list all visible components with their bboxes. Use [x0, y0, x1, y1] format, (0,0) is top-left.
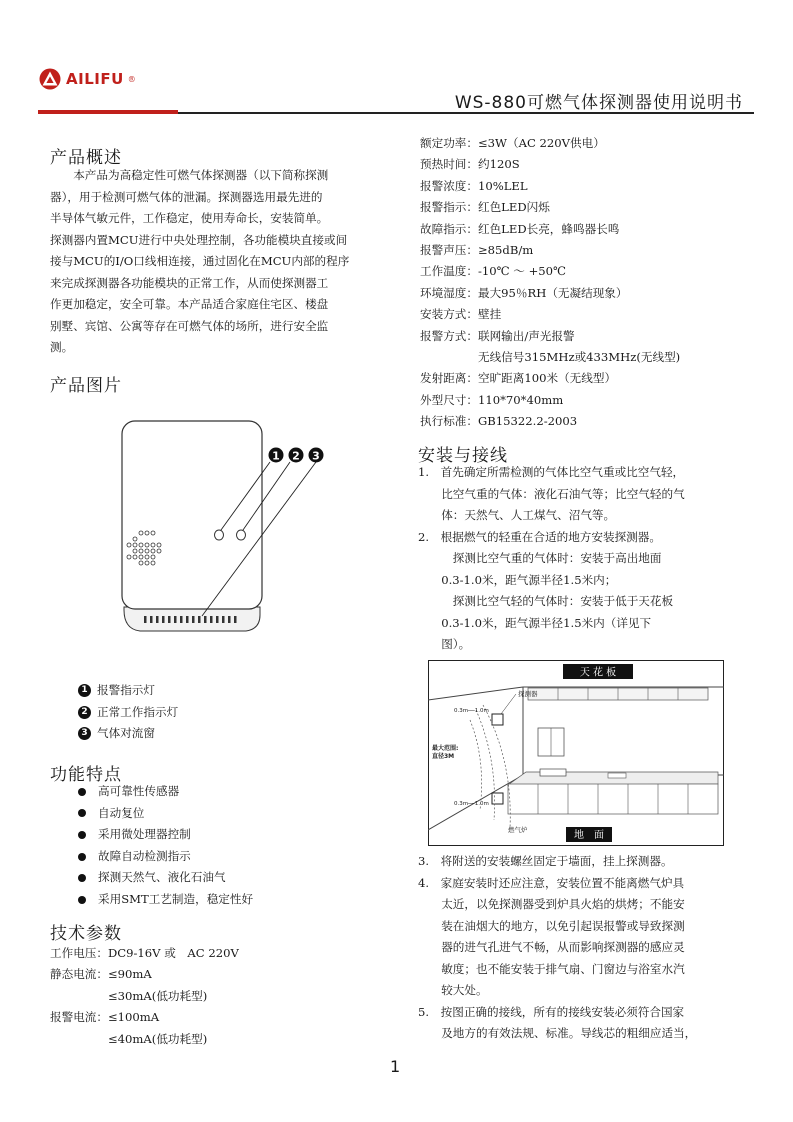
bullet-icon	[78, 809, 86, 817]
page-number: 1	[390, 1057, 401, 1076]
install-line: 装在油烟大的地方，以免引起误报警或导致探测	[418, 918, 685, 933]
overview-line: 别墅、宾馆、公寓等存在可燃气体的场所，进行安全监	[50, 318, 329, 333]
max-range-label: 最大范围:	[432, 745, 459, 752]
spec-list	[420, 133, 680, 433]
legend-item	[78, 723, 178, 745]
tech-row: ≤40mA(低功耗型)	[50, 1031, 208, 1046]
install-line: 及地方的有效法规、标准。导线芯的粗细应适当，	[418, 1026, 697, 1040]
spec-row: 环境湿度：最大95％RH（无凝结现象）	[420, 285, 628, 300]
tech-heading: 技术参数	[50, 924, 122, 944]
floor-label: 地 面	[574, 830, 604, 841]
range-top-label: 0.3m──1.0m	[454, 708, 489, 714]
spec-row: 报警指示：红色LED闪烁	[420, 200, 550, 215]
install-line: 较大处。	[418, 983, 488, 997]
feature-item	[78, 803, 253, 825]
marker-3	[309, 448, 324, 463]
install-line: 图）。	[418, 637, 471, 651]
spec-row: 工作温度：-10℃ ～ +50℃	[420, 264, 567, 279]
marker-2-icon: 2	[78, 706, 91, 719]
features-list	[78, 781, 253, 911]
install-line: 0.3-1.0米，距气源半径1.5米内；	[418, 572, 617, 587]
feature-label: 探测天然气、液化石油气	[98, 870, 226, 885]
feature-item	[78, 867, 253, 889]
feature-label: 采用微处理器控制	[98, 827, 191, 842]
overview-line: 作更加稳定，安全可靠。本产品适合家庭住宅区、楼盘	[50, 297, 329, 311]
tech-params	[50, 943, 239, 1050]
install-line: 太近，以免探测器受到炉具火焰的烘烤；不能安	[418, 897, 685, 911]
legend-item	[78, 680, 178, 702]
marker-3-icon: 3	[78, 727, 91, 740]
bullet-icon	[78, 788, 86, 796]
spec-row: 报警声压：≥85dB/m	[420, 243, 534, 258]
feature-item	[78, 824, 253, 846]
feature-item	[78, 781, 253, 803]
feature-label: 采用SMT工艺制造，稳定性好	[98, 891, 254, 906]
tech-row: ≤30mA(低功耗型)	[50, 988, 208, 1003]
overview-line: 半导体气敏元件，工作稳定，使用寿命长，安装简单。	[50, 211, 329, 225]
install-steps-1	[418, 462, 748, 656]
bullet-icon	[78, 874, 86, 882]
tech-row: 报警电流：≤100mA	[50, 1010, 160, 1025]
document-title: WS-880可燃气体探测器使用说明书	[454, 93, 743, 113]
install-line: 2. 根据燃气的轻重在合适的地方安装探测器。	[418, 529, 661, 544]
install-line: 比空气重的气体：液化石油气等；比空气轻的气	[418, 486, 685, 501]
feature-item	[78, 846, 253, 868]
install-line: 5. 按图正确的接线，所有的接线安装必须符合国家	[418, 1004, 685, 1019]
feature-label: 自动复位	[98, 805, 145, 820]
spec-row: 执行标准：GB15322.2-2003	[420, 414, 578, 429]
range-bottom-label: 0.3m──1.0m	[454, 801, 489, 807]
normal-led	[237, 530, 246, 540]
install-line: 探测比空气轻的气体时：安装于低于天花板	[418, 594, 674, 608]
install-line: 0.3-1.0米，距气源半径1.5米内（详见下	[418, 615, 652, 630]
stove-label: 燃气炉	[508, 826, 528, 834]
marker-1	[269, 448, 284, 463]
spec-row: 额定功率：≤3W（AC 220V供电）	[420, 136, 605, 150]
detector-label: 探测器	[518, 690, 538, 698]
bullet-icon	[78, 896, 86, 904]
detector-lower	[492, 793, 503, 804]
overview-line: 测。	[50, 340, 74, 354]
tech-row: 工作电压：DC9-16V 或 AC 220V	[50, 946, 239, 960]
install-heading: 安装与接线	[418, 446, 508, 466]
install-steps-2	[418, 851, 748, 1045]
marker-1-icon: 1	[78, 684, 91, 697]
overview-line: 接与MCU的I/O口线相连接，通过固化在MCU内部的程序	[50, 254, 350, 268]
spec-row: 外型尺寸：110*70*40mm	[420, 392, 564, 407]
spec-row: 预热时间：约120S	[420, 157, 520, 172]
brand-name: AILIFU	[66, 70, 124, 88]
detector-upper	[492, 714, 503, 725]
install-line: 敏度；也不能安装于排气扇、门窗边与浴室水汽	[418, 961, 685, 976]
brand-logo	[38, 68, 136, 90]
spec-row: 报警浓度：10%LEL	[420, 178, 528, 193]
feature-label: 高可靠性传感器	[98, 784, 180, 798]
alarm-led	[215, 530, 224, 540]
install-line: 1. 首先确定所需检测的气体比空气重或比空气轻，	[418, 465, 685, 479]
detector-illustration	[110, 415, 350, 640]
svg-text:1: 1	[272, 449, 280, 463]
tech-row: 静态电流：≤90mA	[50, 967, 152, 982]
overview-text	[50, 165, 390, 359]
triangle-logo-icon	[38, 68, 62, 90]
installation-diagram	[428, 660, 724, 846]
install-line: 器的进气孔进气不畅，从而影响探测器的感应灵	[418, 940, 685, 954]
spec-row: 故障指示：红色LED长亮，蜂鸣器长鸣	[420, 221, 620, 236]
bullet-icon	[78, 853, 86, 861]
legend-label: 正常工作指示灯	[97, 704, 179, 719]
max-range-value: 直径3M	[432, 753, 455, 760]
registered-mark: ®	[127, 74, 136, 84]
spec-row: 发射距离：空旷距离100米（无线型）	[420, 371, 617, 386]
feature-item	[78, 889, 253, 911]
ceiling-label: 天 花 板	[579, 667, 617, 679]
feature-label: 故障自动检测指示	[98, 848, 191, 863]
install-line: 体：天然气、人工煤气、沼气等。	[418, 508, 616, 522]
legend-label: 气体对流窗	[97, 726, 155, 740]
spec-row: 安装方式：壁挂	[420, 307, 502, 322]
picture-legend	[78, 680, 178, 745]
overview-line: 来完成探测器各功能模块的正常工作，从而使探测器工	[50, 275, 329, 290]
overview-line: 器），用于检测可燃气体的泄漏。探测器选用最先进的	[50, 189, 323, 204]
spec-row: 报警方式：联网输出/声光报警	[420, 328, 575, 343]
legend-label: 报警指示灯	[97, 683, 155, 697]
install-line: 探测比空气重的气体时：安装于高出地面	[418, 551, 662, 565]
bullet-icon	[78, 831, 86, 839]
marker-2	[289, 448, 304, 463]
install-line: 4. 家庭安装时还应注意，安装位置不能离燃气炉具	[418, 875, 685, 890]
svg-text:3: 3	[312, 449, 320, 463]
gas-stove	[540, 769, 566, 776]
overview-line: 本产品为高稳定性可燃气体探测器（以下简称探测	[50, 168, 329, 182]
overview-heading: 产品概述	[50, 148, 122, 168]
spec-row: 无线信号315MHz或433MHz(无线型)	[420, 350, 681, 365]
overview-line: 探测器内置MCU进行中央处理控制，各功能模块直接或间	[50, 232, 348, 247]
install-line: 3. 将附送的安装螺丝固定于墙面，挂上探测器。	[418, 854, 673, 868]
legend-item	[78, 702, 178, 724]
picture-heading: 产品图片	[50, 376, 122, 396]
header-rule-accent	[38, 110, 178, 114]
features-heading: 功能特点	[50, 765, 122, 785]
svg-text:2: 2	[292, 449, 300, 463]
